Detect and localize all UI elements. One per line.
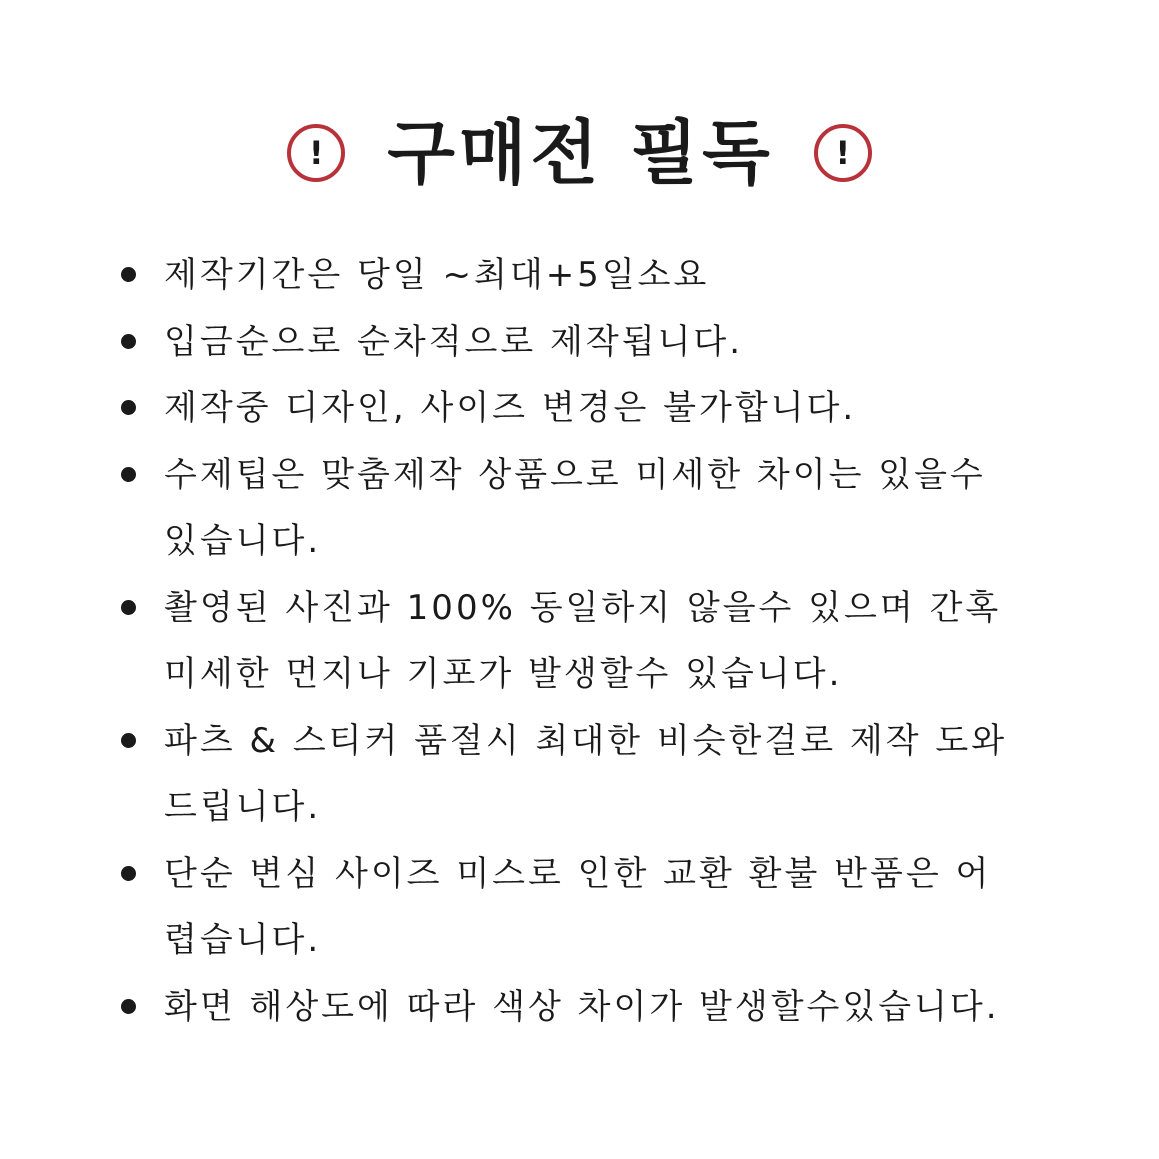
notice-text: 촬영된 사진과 100% 동일하지 않을수 있으며 간혹 (164, 587, 1002, 628)
notice-item (118, 575, 1108, 708)
warning-icon: ! (287, 124, 345, 182)
bullet-icon (121, 733, 136, 748)
notice-item (118, 442, 1108, 575)
notice-text: 제작중 디자인, 사이즈 변경은 불가합니다. (164, 388, 857, 428)
bullet-icon (121, 334, 136, 349)
notice-item (118, 375, 1108, 442)
notice-item (118, 708, 1108, 841)
notice-item (118, 841, 1108, 974)
notice-text: 파츠 & 스티커 품절시 최대한 비슷한걸로 제작 도와 (164, 720, 1008, 761)
notice-text-continued: 렵습니다. (164, 920, 322, 960)
notice-text: 화면 해상도에 따라 색상 차이가 발생할수있습니다. (164, 986, 1000, 1027)
header (0, 108, 1159, 198)
notice-text: 제작기간은 당일 ~최대+5일소요 (164, 255, 710, 295)
bullet-icon (121, 866, 136, 881)
notice-text-continued: 미세한 먼지나 기포가 발생할수 있습니다. (164, 654, 843, 694)
notice-item (118, 309, 1108, 376)
notice-text-continued: 드립니다. (164, 787, 322, 827)
notice-item (118, 242, 1108, 309)
warning-icon: ! (814, 124, 872, 182)
page-title: 구매전 필독 (387, 112, 774, 194)
bullet-icon (121, 467, 136, 482)
notice-text-continued: 있습니다. (164, 521, 322, 561)
notice-list (118, 242, 1108, 1040)
bullet-icon (121, 600, 136, 615)
notice-item (118, 974, 1108, 1041)
bullet-icon (121, 267, 136, 282)
notice-text: 수제팁은 맞춤제작 상품으로 미세한 차이는 있을수 (164, 454, 986, 495)
bullet-icon (121, 999, 136, 1014)
notice-text: 단순 변심 사이즈 미스로 인한 교환 환불 반품은 어 (164, 853, 992, 894)
notice-text: 입금순으로 순차적으로 제작됩니다. (164, 321, 744, 362)
bullet-icon (121, 400, 136, 415)
